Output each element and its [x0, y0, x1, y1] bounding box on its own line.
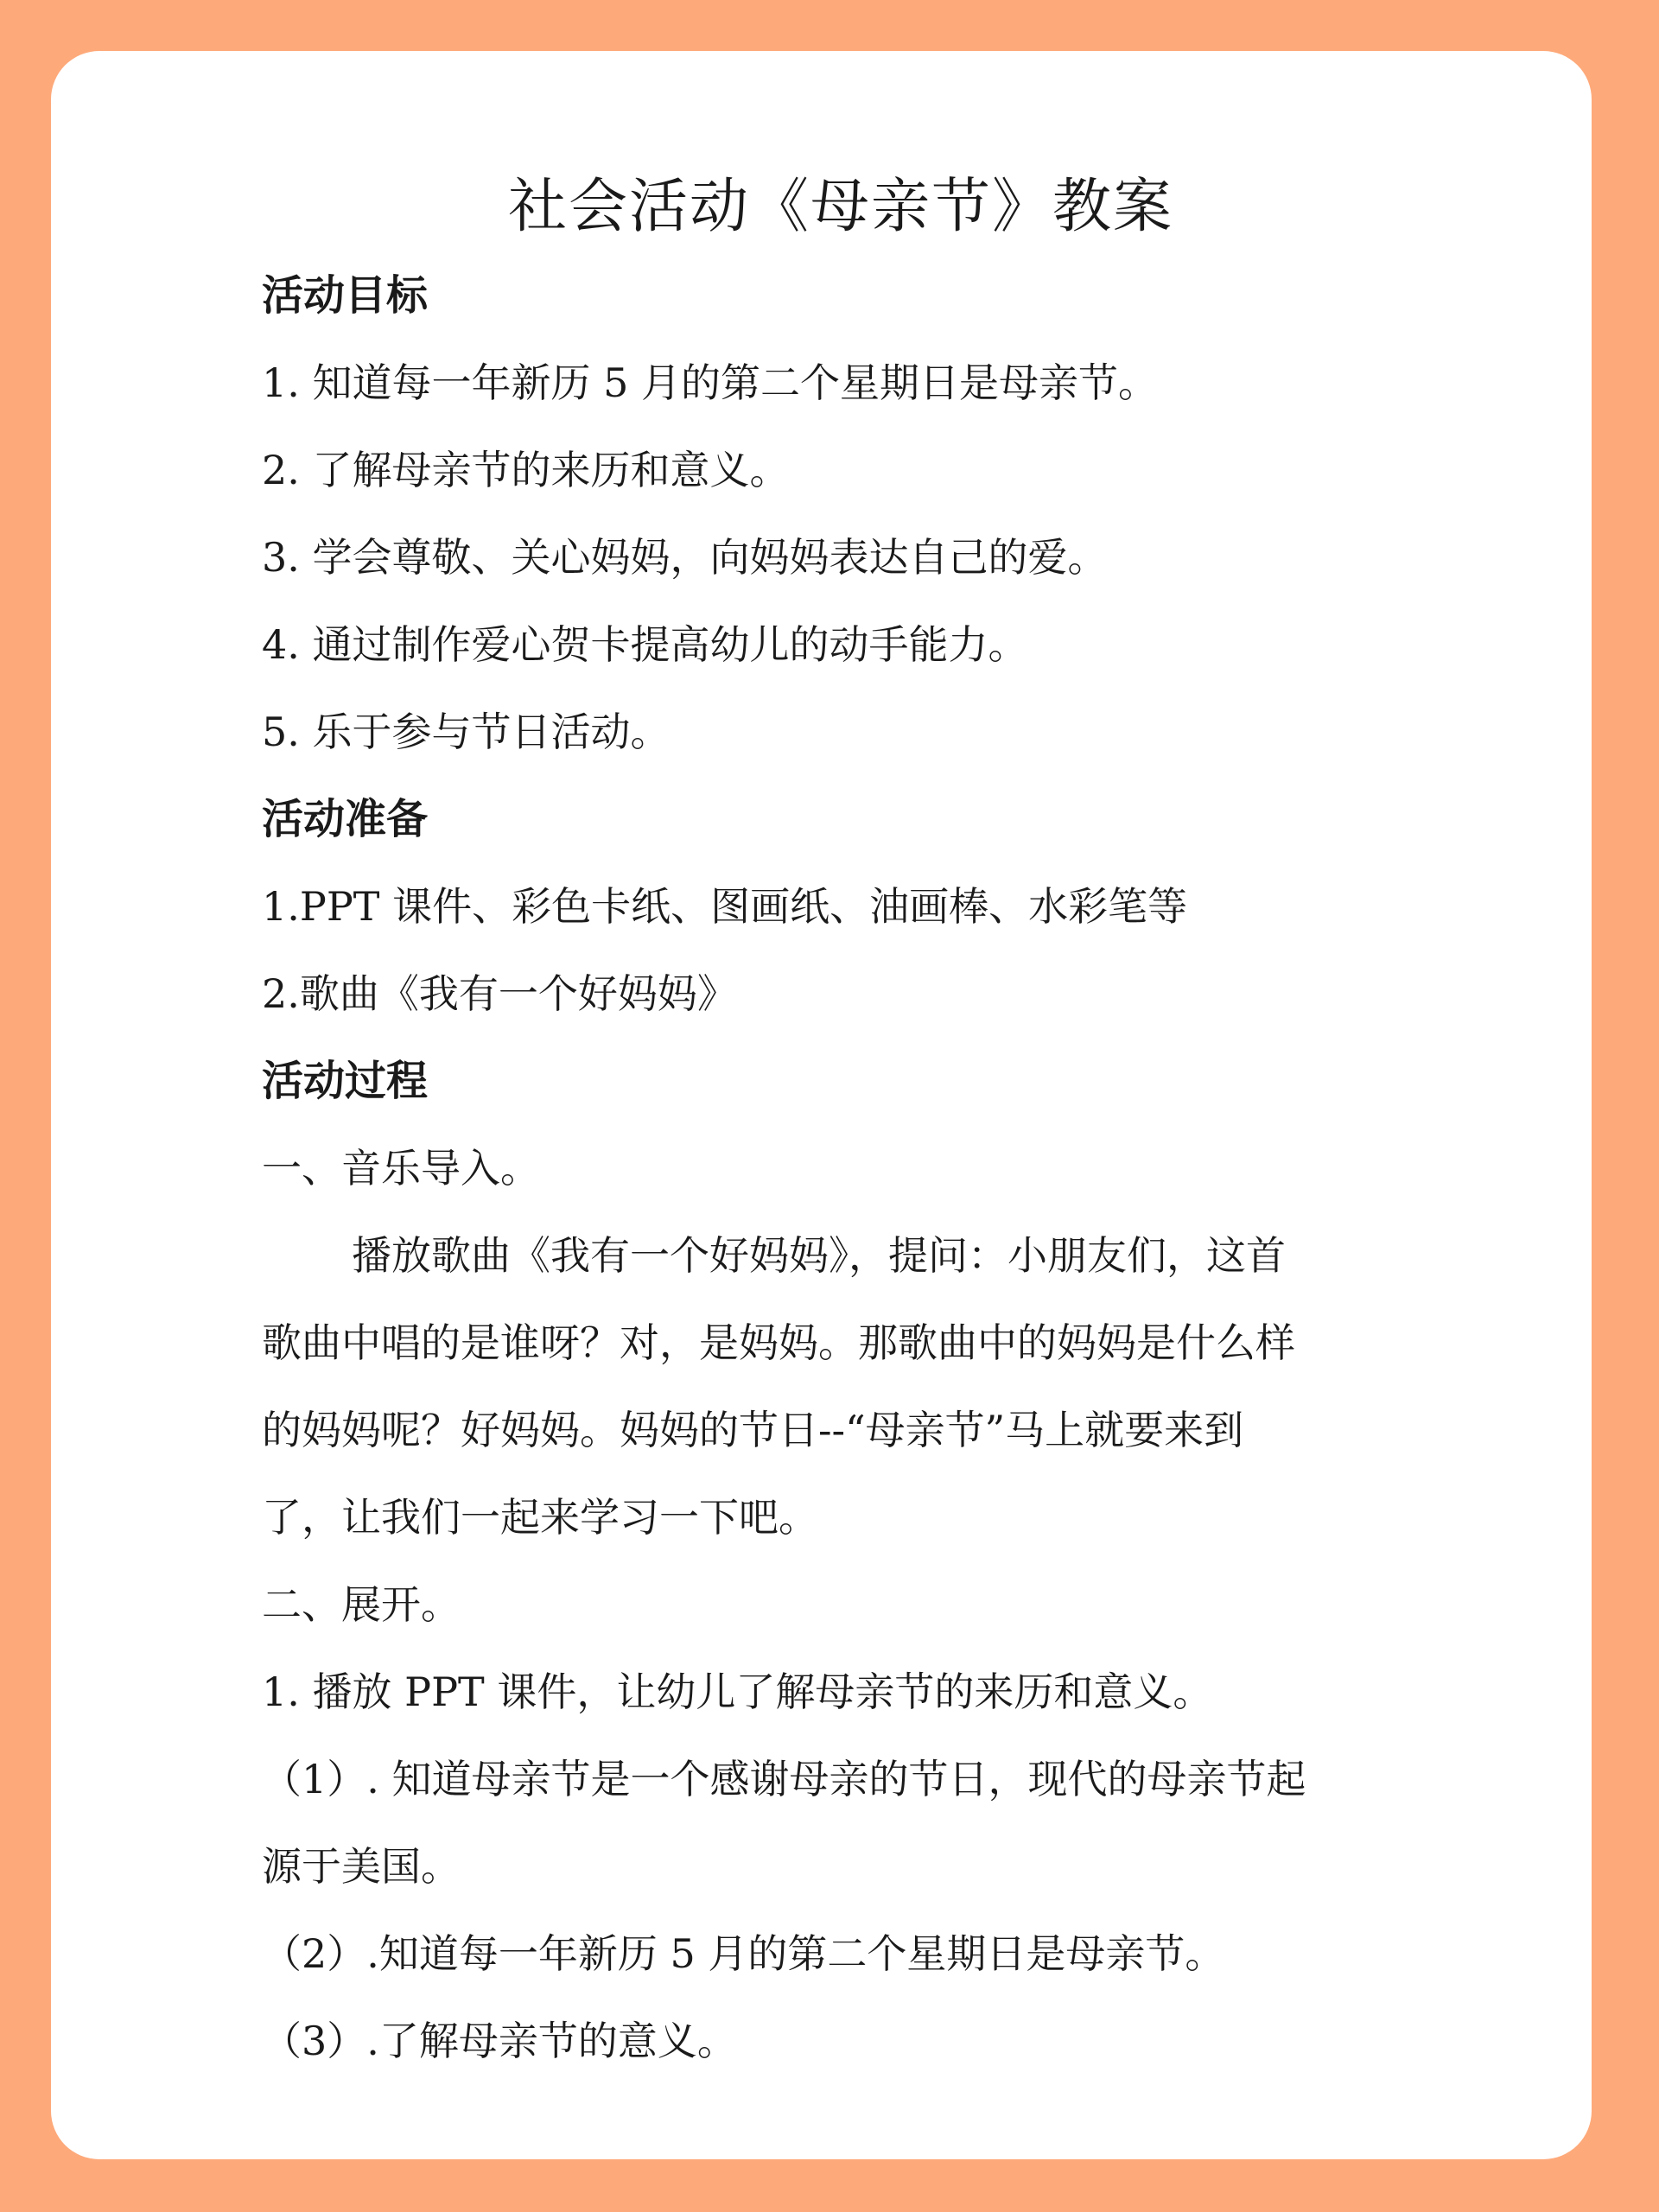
goals-heading: 活动目标: [262, 271, 429, 320]
step1-title: 一、音乐导入。: [262, 1145, 540, 1192]
step2-line: （3）.了解母亲节的意义。: [262, 2018, 737, 2064]
prep-heading: 活动准备: [262, 795, 429, 843]
paragraph-line: 的妈妈呢？好妈妈。妈妈的节日--“母亲节”马上就要来到: [262, 1407, 1244, 1453]
paragraph-line: 歌曲中唱的是谁呀？对，是妈妈。那歌曲中的妈妈是什么样: [262, 1319, 1295, 1366]
goal-item: 2. 了解母亲节的来历和意义。: [262, 447, 790, 493]
step2-line: 源于美国。: [262, 1843, 461, 1890]
goal-item: 5. 乐于参与节日活动。: [262, 709, 671, 755]
goal-item: 1. 知道每一年新历 5 月的第二个星期日是母亲节。: [262, 359, 1159, 406]
step2-title: 二、展开。: [262, 1581, 461, 1628]
goal-item: 4. 通过制作爱心贺卡提高幼儿的动手能力。: [262, 621, 1028, 668]
paragraph-line: 播放歌曲《我有一个好妈妈》，提问：小朋友们，这首: [352, 1232, 1286, 1279]
step2-line: （2）.知道每一年新历 5 月的第二个星期日是母亲节。: [262, 1930, 1225, 1977]
prep-item: 2.歌曲《我有一个好妈妈》: [262, 970, 737, 1017]
document-title: 社会活动《母亲节》教案: [507, 173, 1173, 241]
process-heading: 活动过程: [262, 1057, 429, 1105]
goal-item: 3. 学会尊敬、关心妈妈，向妈妈表达自己的爱。: [262, 534, 1108, 581]
step2-line: 1. 播放 PPT 课件，让幼儿了解母亲节的来历和意义。: [262, 1669, 1213, 1715]
step2-line: （1）. 知道母亲节是一个感谢母亲的节日，现代的母亲节起: [262, 1756, 1306, 1802]
paragraph-line: 了，让我们一起来学习一下吧。: [262, 1494, 818, 1541]
prep-item: 1.PPT 课件、彩色卡纸、图画纸、油画棒、水彩笔等: [262, 883, 1188, 930]
